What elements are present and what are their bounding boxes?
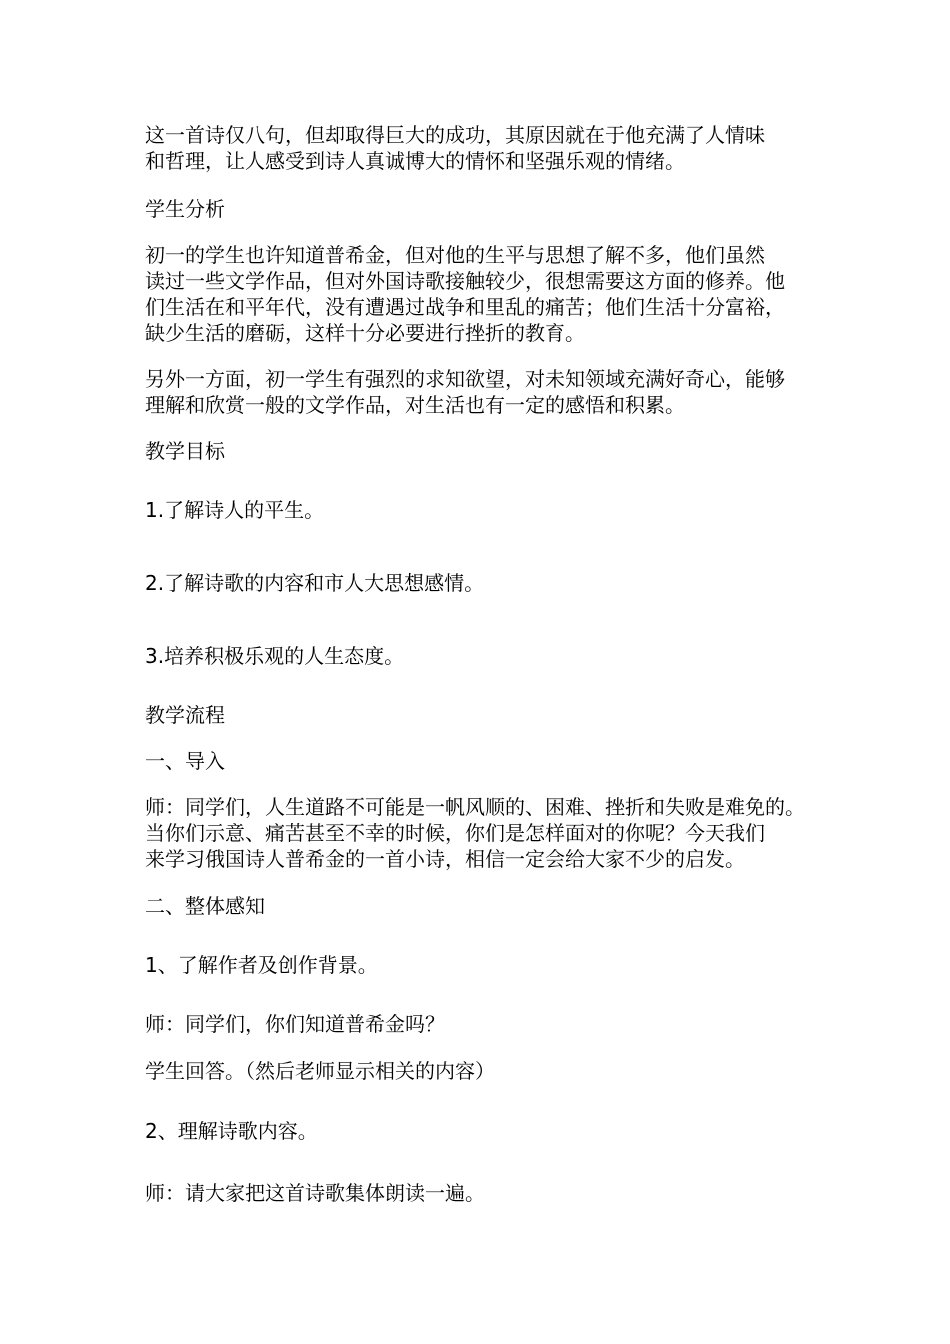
list-text: 、了解作者及创作背景。	[157, 953, 378, 977]
teacher-question	[145, 1011, 825, 1037]
list-number: 2	[145, 1119, 158, 1143]
text-line: 和哲理，让人感受到诗人真诚博大的情怀和坚强乐观的情绪。	[145, 149, 685, 173]
text-line: 学生回答。（然后老师显示相关的内容）	[145, 1059, 495, 1083]
subheading-introduction	[145, 748, 825, 774]
list-number: 1.	[145, 498, 165, 522]
step-item-1	[145, 952, 825, 978]
text-line: 来学习俄国诗人普希金的一首小诗，相信一定会给大家不少的启发。	[145, 847, 745, 871]
intro-paragraph	[145, 122, 825, 174]
goal-item-3	[145, 643, 825, 669]
text-line: 这一首诗仅八句，但却取得巨大的成功，其原因就在于他充满了人情味	[145, 123, 765, 147]
text-line: 另外一方面，初一学生有强烈的求知欲望，对未知领域充满好奇心，能够	[145, 367, 785, 391]
section-heading-teaching-process	[145, 702, 825, 728]
text-line: 当你们示意、痛苦甚至不幸的时候，你们是怎样面对的你呢？今天我们	[145, 821, 765, 845]
text-line: 初一的学生也许知道普希金，但对他的生平与思想了解不多，他们虽然	[145, 243, 765, 267]
heading-text: 学生分析	[145, 197, 225, 221]
heading-text: 教学流程	[145, 703, 225, 727]
subheading-overall-perception	[145, 893, 825, 919]
teacher-intro-paragraph	[145, 794, 825, 872]
text-line: 师：请大家把这首诗歌集体朗读一遍。	[145, 1181, 485, 1205]
heading-text: 教学目标	[145, 439, 225, 463]
teacher-instruction	[145, 1180, 825, 1206]
list-text: 了解诗人的平生。	[164, 498, 325, 522]
goal-item-2	[145, 570, 825, 596]
list-number: 3.	[145, 644, 165, 668]
text-line: 理解和欣赏一般的文学作品，对生活也有一定的感悟和积累。	[145, 393, 685, 417]
student-answer	[145, 1058, 825, 1084]
text-line: 师：同学们，人生道路不可能是一帆风顺的、困难、挫折和失败是难免的。	[145, 795, 805, 819]
section-heading-teaching-goals	[145, 438, 825, 464]
list-number: 1	[145, 953, 158, 977]
text-line: 们生活在和平年代，没有遭遇过战争和里乱的痛苦；他们生活十分富裕，	[145, 295, 785, 319]
section-heading-student-analysis	[145, 196, 825, 222]
heading-text: 一、导入	[145, 749, 225, 773]
list-text: 培养积极乐观的人生态度。	[164, 644, 405, 668]
text-line: 读过一些文学作品，但对外国诗歌接触较少，很想需要这方面的修养。他	[145, 269, 785, 293]
goal-item-1	[145, 497, 825, 523]
student-analysis-paragraph	[145, 242, 825, 346]
list-text: 了解诗歌的内容和市人大思想感情。	[164, 571, 485, 595]
heading-text: 二、整体感知	[145, 894, 265, 918]
list-text: 、理解诗歌内容。	[157, 1119, 318, 1143]
text-line: 师：同学们，你们知道普希金吗？	[145, 1012, 445, 1036]
list-number: 2.	[145, 571, 165, 595]
step-item-2	[145, 1118, 825, 1144]
text-line: 缺少生活的磨砺，这样十分必要进行挫折的教育。	[145, 321, 585, 345]
student-traits-paragraph	[145, 366, 825, 418]
